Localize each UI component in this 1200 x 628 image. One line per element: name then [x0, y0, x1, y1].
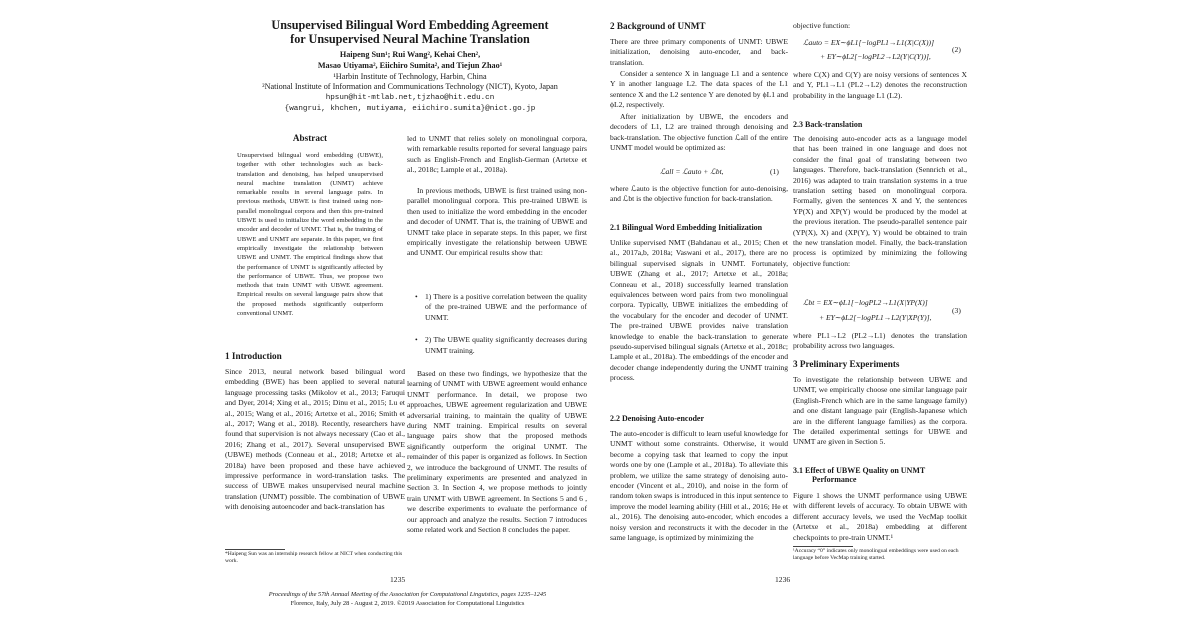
left-page: [215, 0, 605, 628]
intro-paragraph-1: Since 2013, neural network based bilingual word embedding (BWE) has been applied to several natural language processing tasks (Mikolov et al., 2013; Faruqui and Dyer, 2014; Xing et al., 2015; Dinu et al., 2015; Lu et al., 2015; Wang et al., 2016; Artetxe et al., 2016; Smith et al., 2017; Wang et al., 2018). Recently, researchers have found that supervision is not always necessary (Cao et al., 2016; Zhang et al., 2017). Several unsupervised BWE (UBWE) methods (Conneau et al., 2018; Artetxe et al., 2018a) have been proposed and these have achieved impressive performance in word-translation tasks. The success of UBWE makes unsupervised neural machine translation (UNMT) possible. The combination of UBWE with denoising autoencoder and back-translation has: [225, 367, 405, 512]
equation-3-number: (3): [952, 306, 961, 315]
finding-item-2: [407, 335, 587, 356]
equation-2-explanation: where C(X) and C(Y) are noisy versions of sentences X and Y, PL1→L1 (PL2→L2) denotes the reconstruction probability in the language L1 (L2).: [793, 70, 967, 100]
abstract-text: Unsupervised bilingual word embedding (UBWE), together with other technologies such as back-translation and denoising, has helped unsupervised neural machine translation (UNMT) achieve remarkable results in several language pairs. In previous methods, UBWE is first trained using non-parallel monolingual corpora and then this pre-trained UBWE is used to initialize the word embedding in the encoder and decoder of UNMT. That is, the training of UBWE and UNMT are separate. In this paper, we first empirically investigate the relationship between UBWE and UNMT. The empirical findings show that the performance of UNMT is significantly affected by the performance of UBWE. Thus, we propose two methods that train UNMT with UBWE agreement. Empirical results on several language pairs show that the proposed methods significantly outperform conventional UNMT.: [237, 152, 383, 318]
subsection-2-1-heading: 2.1 Bilingual Word Embedding Initialization: [610, 223, 763, 232]
footnote-rule: [225, 549, 285, 550]
subsection-2-2-heading: 2.2 Denoising Auto-encoder: [610, 414, 704, 423]
background-paragraph-3: After initialization by UBWE, the encoders and decoders of L1, L2 are trained through denoising and back-translation. The objective function ℒall of the entire UNMT model would be optimized as:: [610, 112, 788, 153]
intro-heading: 1 Introduction: [225, 351, 282, 361]
email-line-2[interactable]: {wangrui, khchen, mutiyama, eiichiro.sumita}@nict.go.jp: [284, 104, 536, 113]
equation-2-line-2: + EY∼ϕL2[−logPL2→L2(Y|C(Y))],: [820, 52, 931, 61]
affiliation-1: ¹Harbin Institute of Technology, Harbin, China: [333, 71, 487, 81]
page-number-right: 1236: [775, 575, 791, 584]
footnote-rule-right: [793, 546, 853, 547]
prelim-text: To investigate the relationship between UBWE and UNMT, we empirically choose one similar language pair (English-French which are in the same language family) and one distant language pair (English-Japanese which are in the different language families) as the corpora. The detailed experimental settings for UBWE and UNMT are given in Section 5.: [793, 375, 967, 447]
findings-list: [407, 292, 587, 364]
background-heading: 2 Background of UNMT: [610, 21, 706, 31]
finding-text-1: 1) There is a positive correlation between the quality of the pre-trained UBWE and the performance of UNMT.: [425, 292, 587, 322]
intro-col2-paragraph-2: In previous methods, UBWE is first trained using non-parallel monolingual corpora. This pre-trained UBWE is then used to initialize the word embedding in the encoder and decoder of UNMT. That is, the training of UBWE and UNMT take place in separate steps. In this paper, we first empirically investigate the relationship between UBWE and UNMT. Our empirical results show that:: [407, 186, 587, 258]
equation-1-number: (1): [770, 167, 779, 176]
proceedings-line-1: Proceedings of the 57th Annual Meeting of the Association for Computational Linguistics, pages 1235–1245: [268, 591, 547, 598]
authors-line-1: Haipeng Sun¹; Rui Wang², Kehai Chen²,: [339, 50, 481, 59]
proceedings-line-2: Florence, Italy, July 28 - August 2, 2019. ©2019 Association for Computational Linguistics: [290, 600, 525, 607]
objective-lead-text: objective function:: [793, 21, 851, 30]
finding-item-1: [407, 292, 587, 323]
page-number-left: 1235: [390, 575, 406, 584]
equation-2-number: (2): [952, 45, 961, 54]
footnote-right: ¹Accuracy “0” indicates only monolingual embeddings were used on each language before VecMap training started.: [793, 548, 959, 562]
subsection-2-1-text: Unlike supervised NMT (Bahdanau et al., 2015; Chen et al., 2017a,b, 2018a; Vaswani et al., 2017), there are no bilingual supervised signals in UNMT. Fortunately, UBWE (Zhang et al., 2017; Artetxe et al., 2018a; Conneau et al., 2018) successfully learned translation equivalences between word pairs from two monolingual corpora. Typically, UBWE initializes the embedding of the vocabulary for the encoder and decoder of UNMT. The pre-trained UBWE provides naive translation knowledge to enable the back-translation to generate pseudo-supervised bilingual signals (Artetxe et al., 2018c; Lample et al., 2018a). The embeddings of the encoder and decoder change independently during the UNMT training process.: [610, 238, 788, 383]
equation-3-line-1: ℒbt = EX∼ϕL1[−logPL2→L1(X|YP(X)]: [803, 298, 928, 307]
intro-col2-paragraph-1: led to UNMT that relies solely on monolingual corpora, with remarkable results reported for several language pairs such as English-French and English-German (Artetxe et al., 2018c; Lample et al., 2018a).: [407, 134, 587, 175]
affiliation-2: ²National Institute of Information and Communications Technology (NICT), Kyoto, Japan: [262, 82, 558, 92]
right-page: [605, 0, 985, 628]
background-paragraph-4: where ℒauto is the objective function for auto-denoising, and ℒbt is the objective function for back-translation.: [610, 184, 788, 204]
authors-line-2: Masao Utiyama², Eiichiro Sumita², and Tiejun Zhao¹: [317, 60, 503, 70]
subsection-2-3-text: The denoising auto-encoder acts as a language model that has been trained in one language and does not consider the final goal of translating between two languages. Therefore, back-translation (Sennrich et al., 2016) was adapted to train translation systems in a true translation setting based on monolingual corpora. Formally, given the sentences X and Y, the sentences YP(X) and XP(Y) would be produced by the model at the previous iteration. The pseudo-parallel sentence pair (YP(X), X) and (XP(Y), Y) would be obtained to train the new translation model. Finally, the back-translation process is optimized by minimizing the following objective function:: [793, 134, 967, 268]
footnote-left: *Haipeng Sun was an internship research fellow at NICT when conducting this work.: [225, 551, 403, 565]
prelim-heading: 3 Preliminary Experiments: [793, 359, 900, 369]
equation-3-line-2: + EY∼ϕL2[−logPL1→L2(Y|XP(Y)],: [819, 313, 932, 322]
equation-2-line-1: ℒauto = EX∼ϕL1[−logPL1→L1(X|C(X))]: [803, 38, 935, 47]
email-line-1[interactable]: hpsun@hit-mtlab.net,tjzhao@hit.edu.cn: [325, 94, 495, 103]
subsection-3-1-heading-line-2: Performance: [812, 475, 857, 484]
background-paragraph-2: Consider a sentence X in language L1 and a sentence Y in another language L2. The data spaces of the L1 sentence X and the L2 sentence Y are denoted by ϕL1 and ϕL2, respectively.: [610, 69, 788, 110]
intro-col2-paragraph-3: Based on these two findings, we hypothesize that the learning of UNMT with UBWE agreement would enhance UNMT performance. In detail, we propose two approaches, UBWE agreement regularization and UBWE adversarial training, to maintain the quality of UBWE during NMT training. Empirical results on several language pairs show that the proposed methods significantly outperform the original UNMT. The remainder of this paper is organized as follows. In Section 2, we introduce the background of UNMT. The results of preliminary experiments are presented and analyzed in Section 3. In Section 4, we propose methods to jointly train UNMT with UBWE agreement. In Sections 5 and 6 , we describe experiments to evaluate the performance of our approach and analyze the results. Section 7 introduces some related work and Section 8 concludes the paper.: [407, 369, 587, 535]
author-block: [215, 50, 605, 115]
equation-3-explanation: where PL1→L2 (PL2→L1) denotes the translation probability across two languages.: [793, 331, 967, 351]
subsection-3-1-heading-line-1: 3.1 Effect of UBWE Quality on UNMT: [793, 466, 926, 475]
subsection-3-1-heading: [793, 466, 973, 484]
subsection-2-2-text: The auto-encoder is difficult to learn useful knowledge for UNMT without some constraints. Otherwise, it would become a copying task that learned to copy the input words one by one (Lample et al., 2018a). To alleviate this problem, we utilize the same strategy of denoising auto-encoder (Vincent et al., 2010), and noise in the form of random token swaps is introduced in this input sentence to improve the model learning ability (Hill et al., 2016; He et al., 2016). The denoising auto-encoder, which encodes a noisy version and reconstructs it with the decoder in the same language, is optimized by minimizing the: [610, 429, 788, 543]
title-line-2: for Unsupervised Neural Machine Translation: [290, 32, 530, 46]
finding-text-2: 2) The UBWE quality significantly decreases during UNMT training.: [425, 335, 587, 355]
subsection-3-1-text: Figure 1 shows the UNMT performance using UBWE with different levels of accuracy. To obtain UBWE with different accuracy levels, we used the VecMap toolkit (Artetxe et al., 2018a) embedding at different checkpoints to pre-train UNMT.¹: [793, 491, 967, 542]
abstract-heading: Abstract: [292, 133, 328, 143]
background-paragraph-1: There are three primary components of UNMT: UBWE initialization, denoising auto-encoder, and back-translation.: [610, 37, 788, 67]
title-line-1: Unsupervised Bilingual Word Embedding Agreement: [271, 18, 549, 32]
equation-1: ℒall = ℒauto + ℒbt,: [660, 167, 724, 176]
subsection-2-3-heading: 2.3 Back-translation: [793, 120, 863, 129]
paper-title: [215, 18, 605, 46]
